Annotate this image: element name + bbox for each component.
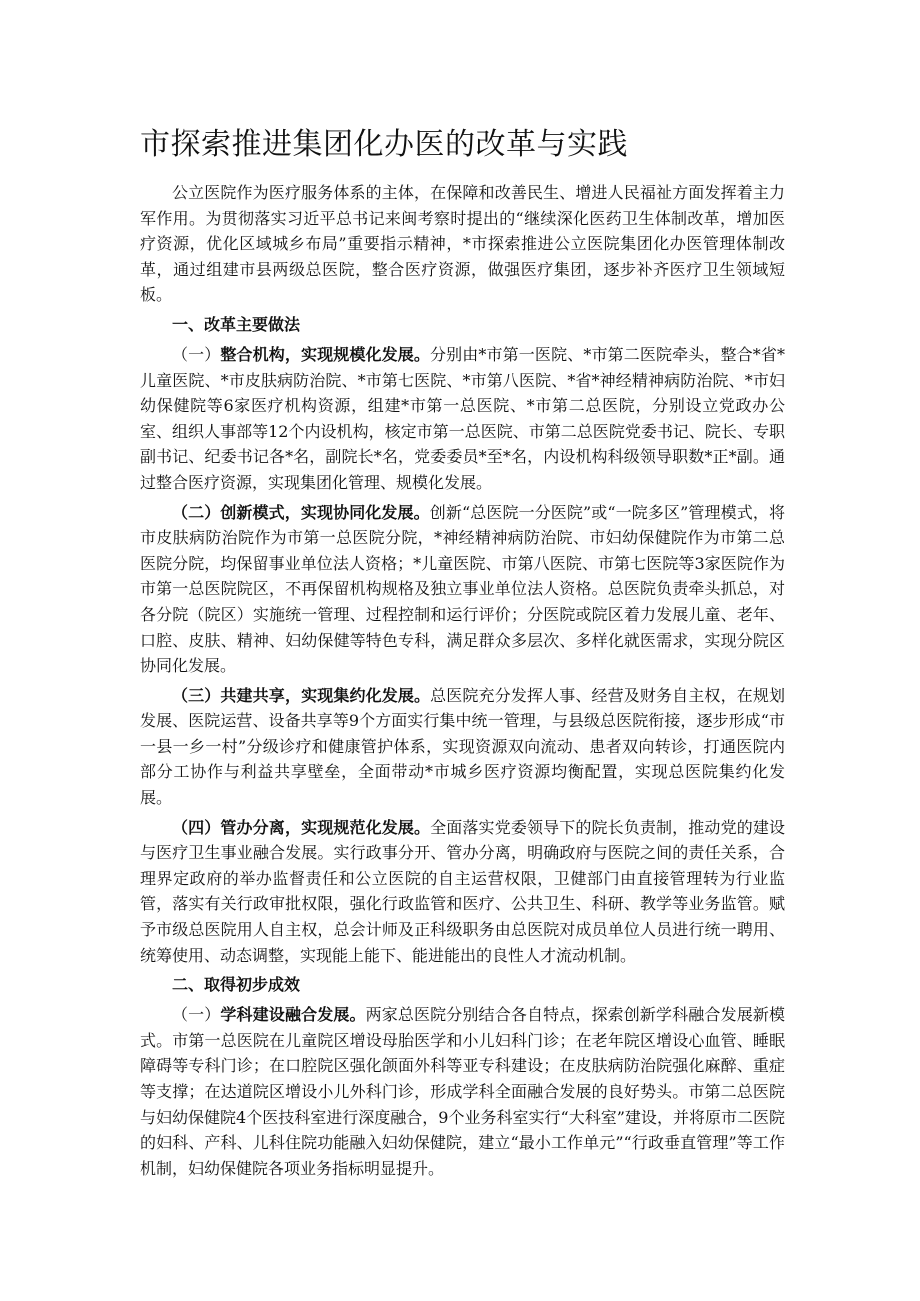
intro-paragraph: 公立医院作为医疗服务体系的主体，在保障和改善民生、增进人民福祉方面发挥着主力军作用。为贯彻落实习近平总书记来闽考察时提出的“继续深化医药卫生体制改革，增加医疗资源，优化区域城乡布局”重要指示精神，*市探索推进公立医院集团化办医管理体制改革，通过组建市县两级总医院，整合医疗资源，做强医疗集团，逐步补齐医疗卫生领域短板。: [140, 183, 785, 305]
section-heading-2: 二、取得初步成效: [172, 975, 301, 995]
item-body: 全面落实党委领导下的院长负责制，推动党的建设与医疗卫生事业融合发展。实行政事分开、管办分离，明确政府与医院之间的责任关系，合理界定政府的举办监督责任和公立医院的自主运营权限，卫健部门由直接管理转为行业监管，落实有关行政审批权限，强化行政监管和医疗、公共卫生、科研、教学等业务监管。赋予市级总医院用人自主权，总会计师及正科级职务由总医院对成员单位人员进行统一聘用、统筹使用、动态调整，实现能上能下、能进能出的良性人才流动机制。: [140, 817, 785, 965]
item-lead: 创新模式，实现协同化发展。: [220, 502, 430, 522]
item-lead: 整合机构，实现规模化发展。: [220, 344, 431, 364]
section-1-item-3: [140, 683, 785, 811]
item-lead: 管办分离，实现规范化发展。: [220, 817, 431, 837]
item-body: 创新“总医院一分医院”或“一院多区”管理模式，将市皮肤病防治院作为市第一总医院分院，*神经精神病防治院、市妇幼保健院作为市第二总医院分院，均保留事业单位法人资格；*儿童医院、市第八医院、市第七医院等3家医院作为市第一总医院院区，不再保留机构规格及独立事业单位法人资格。总医院负责牵头抓总，对各分院（院区）实施统一管理、过程控制和运行评价；分医院或院区着力发展儿童、老年、口腔、皮肤、精神、妇幼保健等特色专科，满足群众多层次、多样化就医需求，实现分院区协同化发展。: [140, 502, 785, 676]
item-number: （一）: [172, 1005, 221, 1025]
document-title: 市探索推进集团化办医的改革与实践: [140, 127, 628, 162]
item-body: 分别由*市第一医院、*市第二医院牵头，整合*省*儿童医院、*市皮肤病防治院、*市第七医院、*市第八医院、*省*神经精神病防治院、*市妇幼保健院等6家医疗机构资源，组建*市第一总医院、*市第二总医院，分别设立党政办公室、组织人事部等12个内设机构，核定市第一总医院、市第二总医院党委书记、院长、专职副书记、纪委书记各*名，副院长*名，党委委员*至*名，内设机构科级领导职数*正*副。通过整合医疗资源，实现集团化管理、规模化发展。: [140, 344, 785, 492]
document-page: [140, 120, 785, 1185]
section-1-item-1: [140, 342, 785, 496]
section-1-item-4: [140, 815, 785, 969]
item-body: 总医院充分发挥人事、经营及财务自主权，在规划发展、医院运营、设备共享等9个方面实行集中统一管理，与县级总医院衔接，逐步形成“市一县一乡一村”分级诊疗和健康管护体系，实现资源双向流动、患者双向转诊，打通医院内部分工协作与利益共享壁垒，全面带动*市城乡医疗资源均衡配置，实现总医院集约化发展。: [140, 685, 785, 808]
item-number: （三）: [172, 685, 221, 705]
item-number: （一）: [172, 344, 221, 364]
item-number: （二）: [172, 502, 221, 522]
section-2-item-1: [140, 1002, 785, 1181]
item-lead: 学科建设融合发展。: [220, 1005, 366, 1025]
item-lead: 共建共享，实现集约化发展。: [220, 685, 431, 705]
item-body: 两家总医院分别结合各自特点，探索创新学科融合发展新模式。市第一总医院在儿童院区增设母胎医学和小儿妇科门诊；在老年院区增设心血管、睡眠障碍等专科门诊；在口腔院区强化颌面外科等亚专科建设；在皮肤病防治院强化麻醉、重症等支撑；在达道院区增设小儿外科门诊，形成学科全面融合发展的良好势头。市第二总医院与妇幼保健院4个医技科室进行深度融合，9个业务科室实行“大科室”建设，并将原市二医院的妇科、产科、儿科住院功能融入妇幼保健院，建立“最小工作单元”“行政垂直管理”等工作机制，妇幼保健院各项业务指标明显提升。: [140, 1005, 785, 1178]
section-1-item-2: [140, 500, 785, 679]
section-heading-1: 一、改革主要做法: [172, 314, 301, 334]
item-number: （四）: [172, 817, 221, 837]
